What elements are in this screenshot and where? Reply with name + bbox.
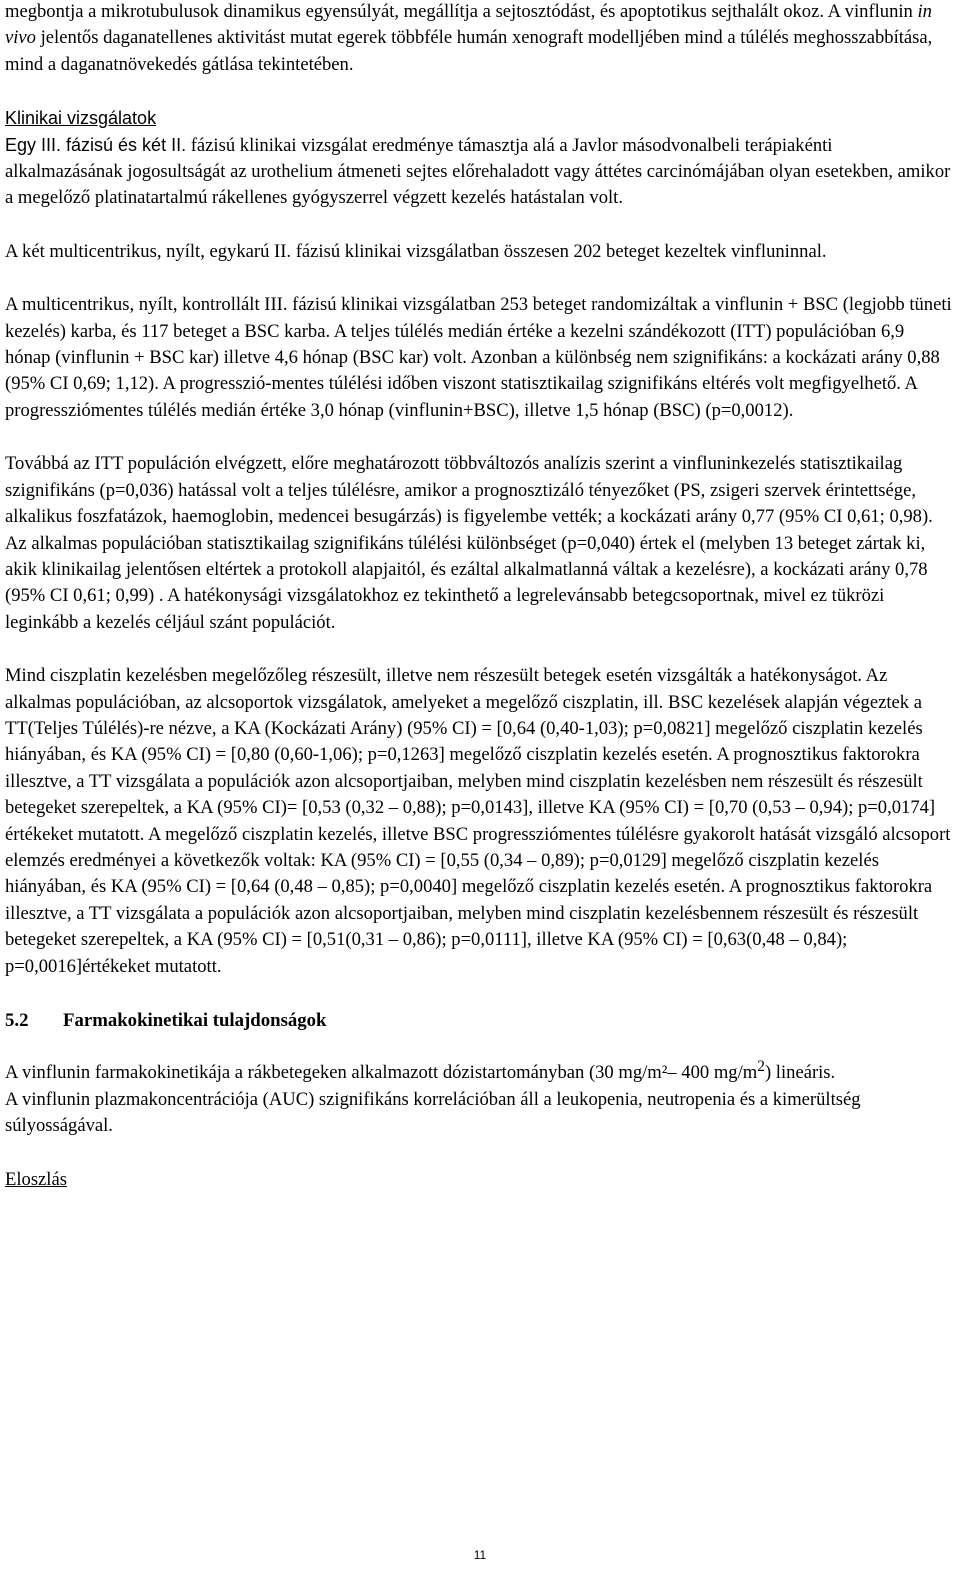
clinical-heading: Klinikai vizsgálatok	[5, 108, 157, 129]
pk-p1-b: ) lineáris.	[764, 1062, 836, 1084]
intro-text-b: jelentős daganatellenes aktivitást mutat egerek többféle humán xenograft modelljében mind a túlélés meghosszabbítása, mind a daganatnövekedés gátlása tekintetében.	[5, 27, 933, 75]
clinical-paragraph-5: Az alkalmas populációban statisztikailag szignifikáns túlélési különbséget (p=0,040) értek el (melyben 13 beteget zártak ki, akik klinikailag jelentősen eltértek a protokoll alapjaitól, és ezáltal alkalmatlanná váltak a kezelésre), a kockázati arány 0,78 (95% CI 0,61; 0,99) . A hatékonysági vizsgálatokhoz ez tekinthető a legrelevánsabb betegcsoportnak, mivel ez tükrözi leginkább a kezelés céljául szánt populációt.	[5, 532, 928, 633]
intro-paragraph	[5, 0, 954, 78]
clinical-paragraph-1	[5, 132, 954, 212]
distribution-heading: Eloszlás	[5, 1168, 67, 1190]
clinical-paragraph-3: A multicentrikus, nyílt, kontrollált III. fázisú klinikai vizsgálatban 253 beteget randomizáltak a vinflunin + BSC (legjobb tüneti kezelés) karba, és 117 beteget a BSC karba. A teljes túlélés medián értéke a kezelni szándékozott (ITT) populációban 6,9 hónap (vinflunin + BSC kar) illetve 4,6 hónap (BSC kar) volt. Azonban a különbség nem szignifikáns: a kockázati arány 0,88 (95% CI 0,69; 1,12). A progresszió-mentes túlélési időben viszont statisztikailag szignifikáns eltérés volt megfigyelhető. A progressziómentes túlélés medián értéke 3,0 hónap (vinflunin+BSC), illetve 1,5 hónap (BSC) (p=0,0012).	[5, 294, 952, 421]
clinical-paragraph-4: Továbbá az ITT populáción elvégzett, előre meghatározott többváltozós analízis szerint a vinfluninkezelés statisztikailag szignifikáns (p=0,036) hatással volt a teljes túlélésre, amikor a prognosztizáló tényezőket (PS, zsigeri szervek érintettsége, alkalikus foszfatázok, haemoglobin, medencei besugárzás) is figyelembe vették; a kockázati arány 0,77 (95% CI 0,61; 0,98).	[5, 453, 933, 528]
pk-p1-a: A vinflunin farmakokinetikája a rákbetegeken alkalmazott dózistartományban (30 mg/m²– 400 mg/m	[5, 1062, 758, 1084]
pk-paragraph-2: A vinflunin plazmakoncentrációja (AUC) szignifikáns korrelációban áll a leukopenia, neutropenia és a kimerültség súlyosságával.	[5, 1089, 861, 1137]
intro-italic: in vivo	[5, 1, 932, 49]
clinical-p1-rest: fázisú klinikai vizsgálat eredménye támasztja alá a Javlor másodvonalbeli terápiakénti alkalmazásának jogosultságát az urothelium átmeneti sejtes előrehaladott vagy áttétes carcinómájában olyan esetekben, amikor a megelőző platinatartalmú rákellenes gyógyszerrel végzett kezelés hatástalan volt.	[5, 134, 951, 209]
clinical-paragraph-6: Mind ciszplatin kezelésben megelőzőleg részesült, illetve nem részesült betegek esetén vizsgálták a hatékonyságot. Az alkalmas populációban, az alcsoportok vizsgálatok, amelyeket a megelőző ciszplatin, ill. BSC kezelések alapján végeztek a TT(Teljes Túlélés)-re nézve, a KA (Kockázati Arány) (95% CI) = [0,64 (0,40-1,03); p=0,0821] megelőző ciszplatin kezelés hiányában, és KA (95% CI) = [0,80 (0,60-1,06); p=0,1263] megelőző ciszplatin kezelés esetén. A prognosztikus faktorokra illesztve, a TT vizsgálata a populációk azon alcsoportjaiban, melyben mind ciszplatin kezelésben nem részesült és részesült betegeket szerepeltek, a KA (95% CI)= [0,53 (0,32 – 0,88); p=0,0143], illetve KA (95% CI) = [0,70 (0,53 – 0,94); p=0,0174] értékeket mutatott. A megelőző ciszplatin kezelés, illetve BSC progressziómentes túlélésre gyakorolt hatását vizsgáló alcsoport elemzés eredményei a következők voltak: KA (95% CI) = [0,55 (0,34 – 0,89); p=0,0129] megelőző ciszplatin kezelés hiányában, és KA (95% CI) = [0,64 (0,48 – 0,85); p=0,0040] megelőző ciszplatin kezelés esetén. A prognosztikus faktorokra illesztve, a TT vizsgálata a populációk azon alcsoportjaiban, melyben mind ciszplatin kezelésbennem részesült és részesült betegeket szerepeltek, a KA (95% CI) = [0,51(0,31 – 0,86); p=0,0111], illetve KA (95% CI) = [0,63(0,48 – 0,84); p=0,0016]értékeket mutatott.	[5, 665, 951, 977]
section-title: Farmakokinetikai tulajdonságok	[63, 1010, 327, 1031]
page-number: 11	[473, 1548, 487, 1562]
section-heading	[5, 1008, 954, 1034]
section-number: 5.2	[5, 1010, 29, 1031]
clinical-paragraph-2: A két multicentrikus, nyílt, egykarú II. fázisú klinikai vizsgálatban összesen 202 beteget kezeltek vinfluninnal.	[5, 240, 827, 262]
clinical-subheading: Egy III. fázisú és két II.	[5, 134, 187, 155]
pk-paragraph-1	[5, 1054, 954, 1087]
pk-superscript: 2	[757, 1058, 765, 1076]
intro-text-a: megbontja a mikrotubulusok dinamikus egyensúlyát, megállítja a sejtosztódást, és apoptotikus sejthalált okoz. A vinflunin	[5, 1, 918, 22]
